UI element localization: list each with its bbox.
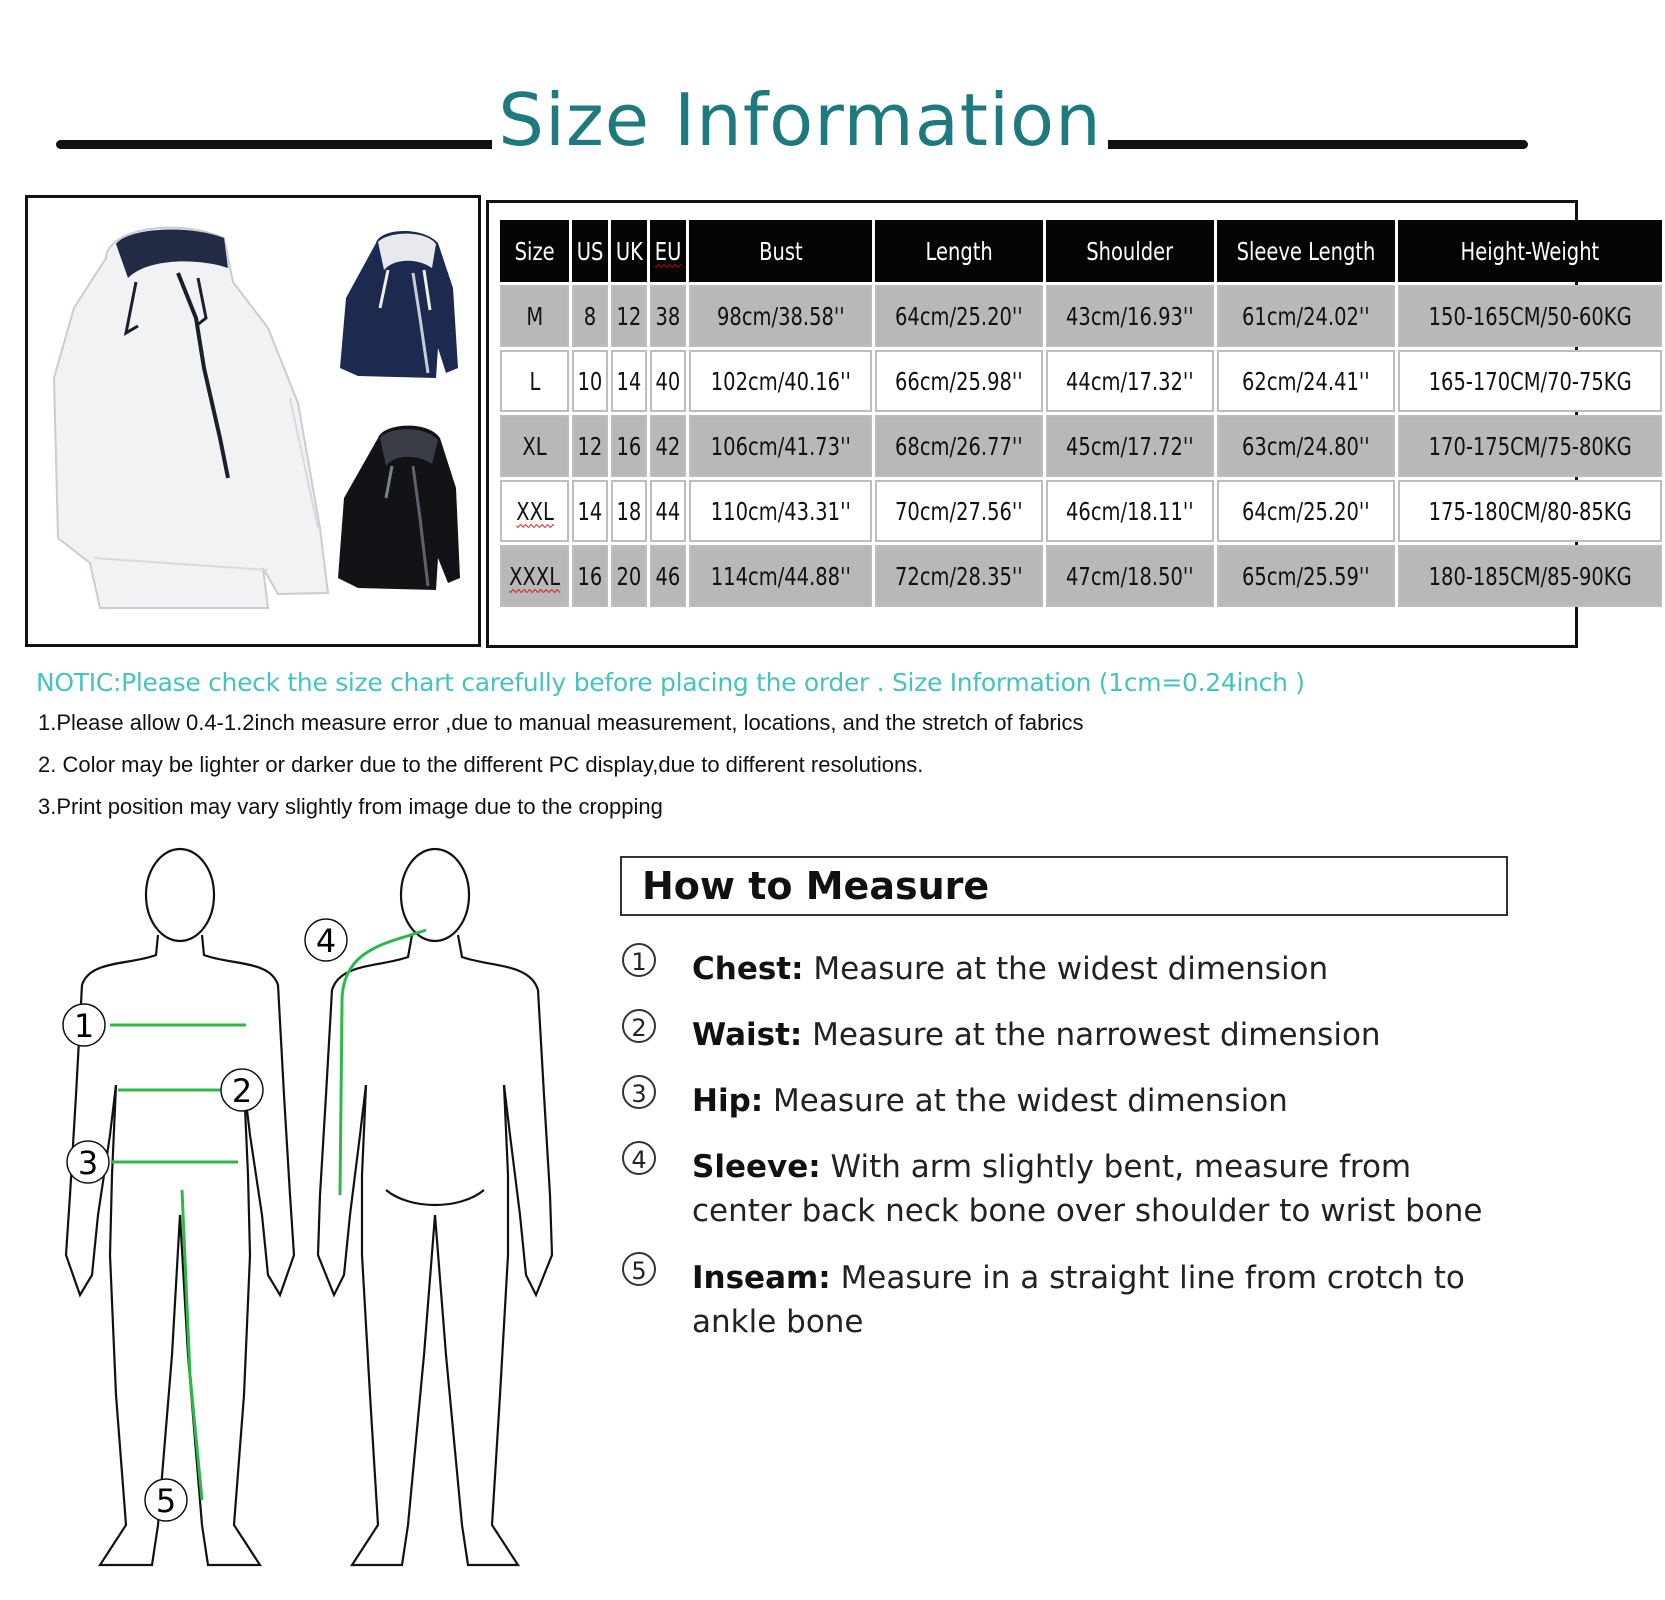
- navy-hoodie-photo: [340, 231, 458, 378]
- step-label: Waist:: [692, 1017, 803, 1053]
- step-text: Measure at the narrowest dimension: [812, 1017, 1381, 1053]
- cell-us: 12: [572, 415, 608, 477]
- measurement-lines: [110, 930, 426, 1500]
- cell-height-weight: 150-165CM/50-60KG: [1398, 285, 1662, 347]
- cell-us: 8: [572, 285, 608, 347]
- cell-eu: 40: [650, 350, 686, 412]
- cell-shoulder: 43cm/16.93'': [1046, 285, 1214, 347]
- cell-height-weight: 165-170CM/70-75KG: [1398, 350, 1662, 412]
- marker-3: [67, 1141, 109, 1183]
- cell-uk: 12: [611, 285, 647, 347]
- cell-height-weight: 170-175CM/75-80KG: [1398, 415, 1662, 477]
- marker-5-label: 5: [155, 1482, 177, 1520]
- cell-sleeve-length: 65cm/25.59'': [1217, 545, 1395, 607]
- cell-shoulder: 44cm/17.32'': [1046, 350, 1214, 412]
- hoodie-photos-illustration: [28, 198, 478, 644]
- marker-4: [305, 919, 347, 961]
- cell-bust: 114cm/44.88'': [689, 545, 873, 607]
- header-sleeve-length: Sleeve Length: [1217, 220, 1395, 282]
- marker-3-label: 3: [77, 1144, 99, 1182]
- cell-shoulder: 46cm/18.11'': [1046, 480, 1214, 542]
- front-body-figure: [66, 849, 294, 1565]
- cell-size: XL: [500, 415, 569, 477]
- figure-markers: [63, 919, 347, 1521]
- cell-eu: 46: [650, 545, 686, 607]
- cell-us: 14: [572, 480, 608, 542]
- cell-sleeve-length: 63cm/24.80'': [1217, 415, 1395, 477]
- step-text: With arm slightly bent, measure from: [830, 1149, 1412, 1185]
- product-photo-panel: [25, 195, 481, 647]
- inseam-line: [182, 1190, 202, 1500]
- note-color-variance: 2. Color may be lighter or darker due to the different PC display,due to different resolutions.: [38, 752, 924, 777]
- cell-size: XXL: [500, 480, 569, 542]
- step-text-line2: ankle bone: [692, 1304, 864, 1340]
- cell-bust: 102cm/40.16'': [689, 350, 873, 412]
- size-chart-table-frame: [486, 200, 1632, 648]
- cell-length: 70cm/27.56'': [875, 480, 1043, 542]
- cell-bust: 106cm/41.73'': [689, 415, 873, 477]
- cell-size: M: [500, 285, 569, 347]
- table-row: [500, 480, 1662, 542]
- cell-eu: 38: [650, 285, 686, 347]
- cell-bust: 110cm/43.31'': [689, 480, 873, 542]
- table-row: [500, 415, 1662, 477]
- page-title: Size Information: [0, 78, 1600, 162]
- marker-2: [221, 1069, 263, 1111]
- note-measure-error: 1.Please allow 0.4-1.2inch measure error ,due to manual measurement, locations, and the stretch of fabrics: [38, 710, 1084, 735]
- cell-sleeve-length: 62cm/24.41'': [1217, 350, 1395, 412]
- cell-us: 16: [572, 545, 608, 607]
- header-bust: Bust: [689, 220, 873, 282]
- step-text: Measure at the widest dimension: [773, 1083, 1288, 1119]
- cell-height-weight: 175-180CM/80-85KG: [1398, 480, 1662, 542]
- header-height-weight: Height-Weight: [1398, 220, 1662, 282]
- body-measurement-diagram: [40, 835, 600, 1585]
- step-label: Chest:: [692, 951, 804, 987]
- black-hoodie-photo: [338, 426, 460, 590]
- cell-eu: 42: [650, 415, 686, 477]
- cell-shoulder: 47cm/18.50'': [1046, 545, 1214, 607]
- step-number: 5: [622, 1252, 656, 1286]
- cell-uk: 14: [611, 350, 647, 412]
- cell-us: 10: [572, 350, 608, 412]
- step-text: Measure at the widest dimension: [813, 951, 1329, 987]
- cell-size: L: [500, 350, 569, 412]
- table-header-row: [500, 220, 1662, 282]
- cell-sleeve-length: 61cm/24.02'': [1217, 285, 1395, 347]
- cell-height-weight: 180-185CM/85-90KG: [1398, 545, 1662, 607]
- back-body-figure: [315, 849, 552, 1565]
- cell-sleeve-length: 64cm/25.20'': [1217, 480, 1395, 542]
- size-notice: NOTIC:Please check the size chart carefully before placing the order . Size Information (1cm=0.24inch ): [36, 668, 1305, 697]
- header-eu: EU: [650, 220, 686, 282]
- step-text: Measure in a straight line from crotch to: [840, 1260, 1465, 1296]
- header-uk: UK: [611, 220, 647, 282]
- marker-5: [145, 1479, 187, 1521]
- marker-4-label: 4: [315, 922, 337, 960]
- table-row: [500, 545, 1662, 607]
- step-number: 1: [622, 943, 656, 977]
- step-label: Sleeve:: [692, 1149, 821, 1185]
- marker-2-label: 2: [231, 1072, 253, 1110]
- table-row: [500, 350, 1662, 412]
- cell-eu: 44: [650, 480, 686, 542]
- step-text-line2: center back neck bone over shoulder to wrist bone: [692, 1193, 1483, 1229]
- how-to-measure-box: [620, 856, 1508, 916]
- step-number: 2: [622, 1009, 656, 1043]
- header-length: Length: [875, 220, 1043, 282]
- note-print-position: 3.Print position may vary slightly from image due to the cropping: [38, 794, 663, 819]
- marker-1: [63, 1004, 105, 1046]
- cell-uk: 20: [611, 545, 647, 607]
- white-hoodie-photo: [54, 228, 328, 608]
- cell-length: 64cm/25.20'': [875, 285, 1043, 347]
- header-size: Size: [500, 220, 569, 282]
- cell-size: XXXL: [500, 545, 569, 607]
- step-label: Inseam:: [692, 1260, 831, 1296]
- size-chart-table: [497, 217, 1665, 610]
- cell-length: 72cm/28.35'': [875, 545, 1043, 607]
- cell-uk: 18: [611, 480, 647, 542]
- cell-uk: 16: [611, 415, 647, 477]
- table-row: [500, 285, 1662, 347]
- step-label: Hip:: [692, 1083, 764, 1119]
- how-to-measure-title: How to Measure: [642, 864, 990, 908]
- step-number: 4: [622, 1141, 656, 1175]
- header-us: US: [572, 220, 608, 282]
- cell-bust: 98cm/38.58'': [689, 285, 873, 347]
- cell-length: 68cm/26.77'': [875, 415, 1043, 477]
- cell-length: 66cm/25.98'': [875, 350, 1043, 412]
- header-shoulder: Shoulder: [1046, 220, 1214, 282]
- step-number: 3: [622, 1075, 656, 1109]
- cell-shoulder: 45cm/17.72'': [1046, 415, 1214, 477]
- marker-1-label: 1: [73, 1007, 95, 1045]
